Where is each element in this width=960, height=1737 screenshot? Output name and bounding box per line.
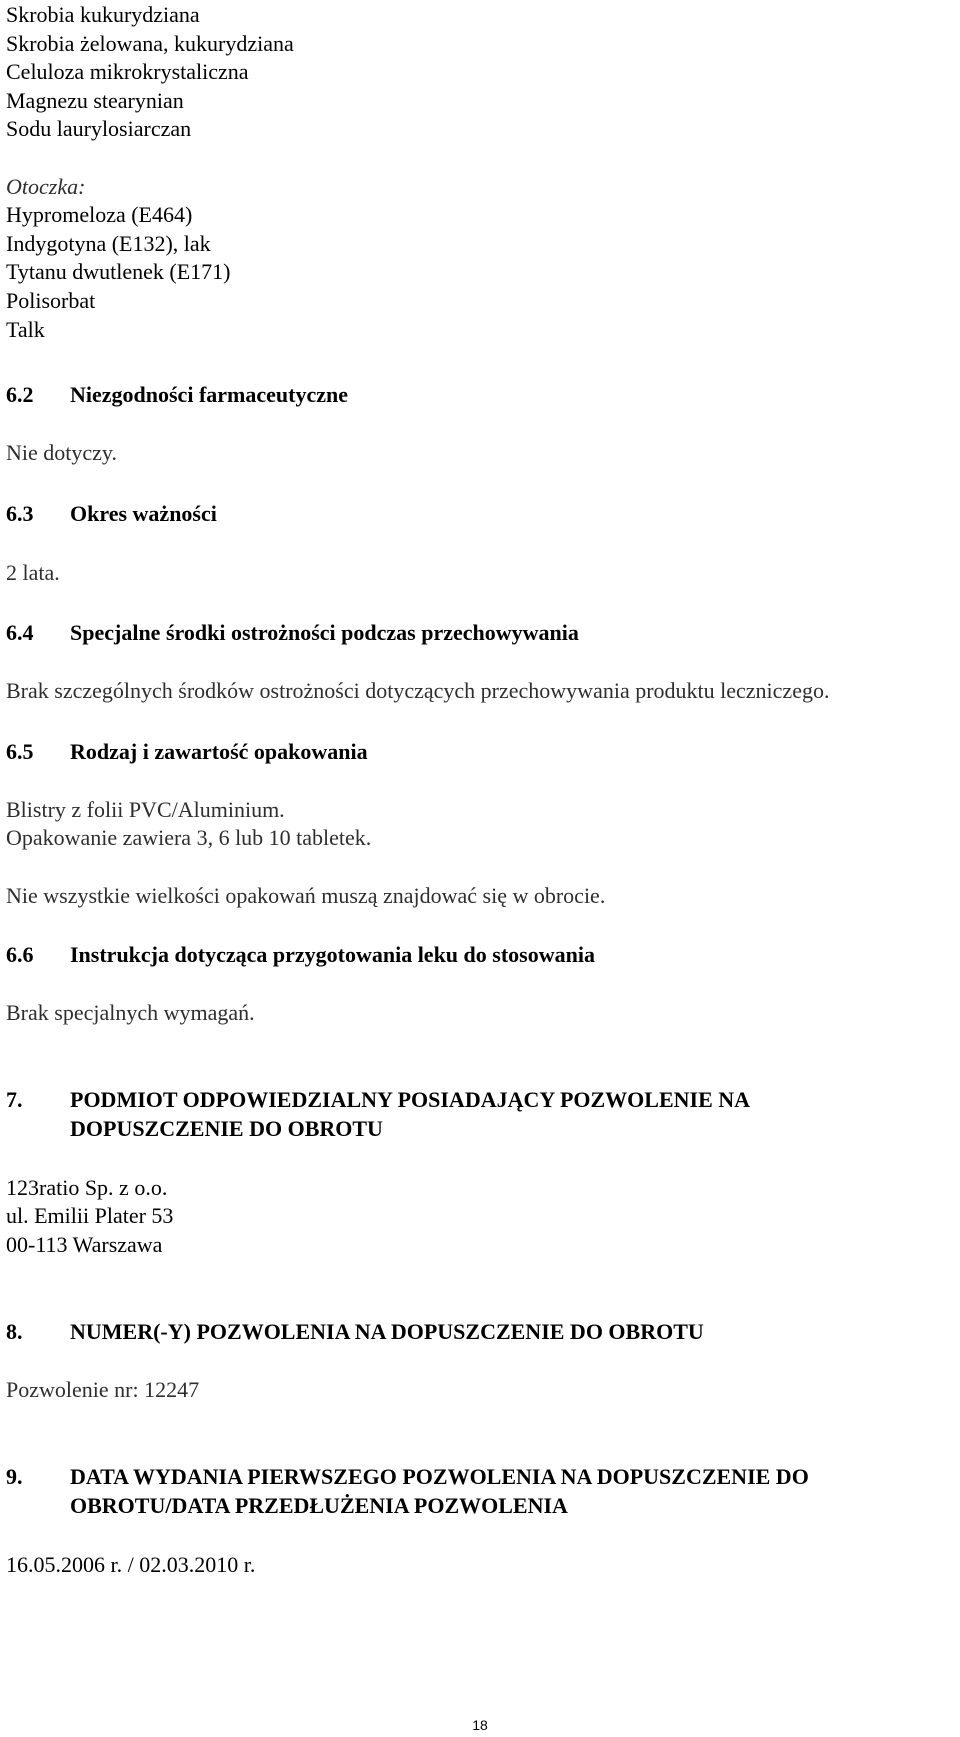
section-number: 8. xyxy=(6,1319,23,1344)
section-text: Nie dotyczy. xyxy=(6,440,117,465)
section-text: Pozwolenie nr: 12247 xyxy=(6,1377,200,1402)
excipient-item: Talk xyxy=(6,317,45,342)
excipient-item: Sodu laurylosiarczan xyxy=(6,116,192,141)
section-title: PODMIOT ODPOWIEDZIALNY POSIADAJĄCY POZWOLENIE NA xyxy=(70,1087,751,1112)
section-title: Rodzaj i zawartość opakowania xyxy=(70,739,368,764)
section-number: 7. xyxy=(6,1087,23,1112)
excipient-item: Tytanu dwutlenek (E171) xyxy=(6,259,231,284)
section-heading-7 xyxy=(6,1086,750,1114)
section-title: NUMER(-Y) POZWOLENIA NA DOPUSZCZENIE DO OBROTU xyxy=(70,1319,704,1344)
section-text: Brak szczególnych środków ostrożności dotyczących przechowywania produktu leczniczego. xyxy=(6,678,830,703)
excipient-item: Celuloza mikrokrystaliczna xyxy=(6,59,249,84)
section-text: 2 lata. xyxy=(6,560,60,585)
section-heading-6-2 xyxy=(6,381,348,409)
section-title: Niezgodności farmaceutyczne xyxy=(70,382,348,407)
section-number: 9. xyxy=(6,1464,23,1489)
section-heading-7-cont xyxy=(6,1115,383,1143)
section-title: Specjalne środki ostrożności podczas przechowywania xyxy=(70,620,579,645)
section-heading-6-4 xyxy=(6,619,579,647)
section-number: 6.4 xyxy=(6,620,34,645)
section-text: 16.05.2006 r. / 02.03.2010 r. xyxy=(6,1552,256,1577)
section-number: 6.6 xyxy=(6,942,34,967)
section-heading-9 xyxy=(6,1463,809,1491)
section-text: Blistry z folii PVC/Aluminium. xyxy=(6,797,285,822)
section-heading-9-cont xyxy=(6,1492,568,1520)
address-line: 00-113 Warszawa xyxy=(6,1232,163,1257)
section-heading-6-3 xyxy=(6,500,217,528)
excipient-item: Indygotyna (E132), lak xyxy=(6,231,211,256)
section-number: 6.2 xyxy=(6,382,34,407)
page-number: 18 xyxy=(472,1717,488,1733)
section-number: 6.5 xyxy=(6,739,34,764)
address-line: 123ratio Sp. z o.o. xyxy=(6,1175,168,1200)
excipient-item: Magnezu stearynian xyxy=(6,88,184,113)
coating-label: Otoczka: xyxy=(6,174,86,199)
section-title: DOPUSZCZENIE DO OBROTU xyxy=(70,1116,383,1141)
excipient-item: Skrobia żelowana, kukurydziana xyxy=(6,31,294,56)
excipient-item: Skrobia kukurydziana xyxy=(6,2,200,27)
excipient-item: Hypromeloza (E464) xyxy=(6,202,193,227)
excipient-item: Polisorbat xyxy=(6,288,96,313)
address-line: ul. Emilii Plater 53 xyxy=(6,1203,174,1228)
section-heading-6-6 xyxy=(6,941,595,969)
section-title: DATA WYDANIA PIERWSZEGO POZWOLENIA NA DOPUSZCZENIE DO xyxy=(70,1464,809,1489)
section-heading-6-5 xyxy=(6,738,368,766)
section-text: Brak specjalnych wymagań. xyxy=(6,1000,255,1025)
section-text: Nie wszystkie wielkości opakowań muszą znajdować się w obrocie. xyxy=(6,883,606,908)
section-title: Okres ważności xyxy=(70,501,217,526)
section-number: 6.3 xyxy=(6,501,34,526)
section-title: Instrukcja dotycząca przygotowania leku do stosowania xyxy=(70,942,595,967)
section-heading-8 xyxy=(6,1318,704,1346)
section-text: Opakowanie zawiera 3, 6 lub 10 tabletek. xyxy=(6,825,372,850)
section-title: OBROTU/DATA PRZEDŁUŻENIA POZWOLENIA xyxy=(70,1493,568,1518)
